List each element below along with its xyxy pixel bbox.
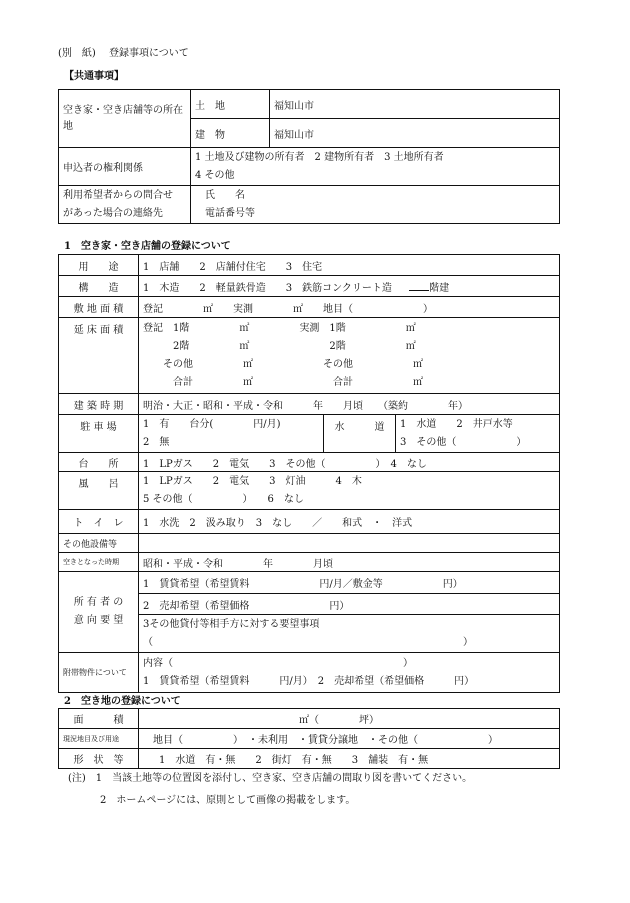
annex-line-1: 内容（ ） [143,657,413,669]
bath-line-2: 5 その他（ ） 6 なし [143,493,304,505]
contact-label-line-1: 利用希望者からの問合せ [63,189,173,201]
note-1: (注) 1 当該土地等の位置図を添付し、空き家、空き店舗の間取り図を書いてください。 [68,773,473,784]
location-label: 空き家・空き店舗等の所在地 [59,90,191,148]
parking-label: 駐 車 場 [59,415,139,453]
area-label: 面 積 [59,709,139,729]
common-table [58,89,560,224]
annex-label: 附帯物件について [59,653,139,693]
rights-options[interactable] [191,148,560,186]
shape-label: 形 状 等 [59,749,139,769]
other-equipment-value[interactable] [139,534,560,553]
floor-area-line: 合計 ㎡ 合計 ㎡ [143,376,423,388]
current-use-label: 現況地目及び用途 [59,729,139,749]
current-use-value[interactable]: 地目（ ） ・未利用 ・賃貸分譲地 ・その他（ ） [139,729,560,749]
parking-line-1: 1 有 台分( 円/月) [143,418,281,430]
water-line-1: 1 水道 2 井戸水等 [400,418,513,430]
use-value[interactable]: 1 店舗 2 店舗付住宅 3 住宅 [139,255,560,276]
contact-label [59,186,191,224]
built-value[interactable]: 明治・大正・昭和・平成・令和 年 月頃 （築約 年） [139,394,560,415]
floors-suffix: 階建 [429,282,450,294]
toilet-value[interactable]: 1 水洗 2 汲み取り 3 なし ／ 和式 ・ 洋式 [139,510,560,534]
land-label: 土 地 [191,90,270,119]
common-heading: 【共通事項】 [64,71,124,82]
other-equipment-label: その他設備等 [59,534,139,553]
land-value[interactable]: 福知山市 [270,90,560,119]
area-value[interactable]: ㎡（ 坪） [139,709,560,729]
water-label: 水 道 [324,415,396,453]
annex-value[interactable] [139,653,560,693]
doc-title: (別 紙) 登録事項について [58,48,189,59]
section1-table [58,254,560,693]
building-value[interactable]: 福知山市 [270,119,560,148]
note-2: 2 ホームページには、原則として画像の掲載をします。 [100,795,356,806]
owner-wish-rent[interactable]: 1 賃貸希望（希望賃料 円/月／敷金等 円） [139,572,560,594]
bath-line-1: 1 LPガス 2 電気 3 灯油 4 木 [143,475,362,487]
bath-value[interactable] [139,472,560,510]
use-label: 用 途 [59,255,139,276]
contact-name-field[interactable]: 氏 名 [205,189,245,201]
water-line-2: 3 その他（ ） [400,436,527,448]
parking-value[interactable] [139,415,324,453]
owner-wish-sale[interactable]: 2 売却希望（希望価格 円） [139,594,560,615]
owner-wish-other-line-1: 3その他貸付等相手方に対する要望事項 [143,618,320,630]
floors-blank[interactable] [409,290,429,291]
floor-area-line: その他 ㎡ その他 ㎡ [143,358,423,370]
built-label: 建 築 時 期 [59,394,139,415]
building-label: 建 物 [191,119,270,148]
owner-wish-other[interactable] [139,615,560,653]
rights-line-1: 1 土地及び建物の所有者 2 建物所有者 3 土地所有者 [195,151,444,163]
kitchen-label: 台 所 [59,453,139,472]
contact-phone-field[interactable]: 電話番号等 [205,207,255,219]
owner-wish-label-line-2: 意 向 要 望 [73,615,124,626]
vacant-since-value[interactable]: 昭和・平成・令和 年 月頃 [139,553,560,572]
rights-line-2: 4 その他 [195,169,235,181]
owner-wish-other-line-2: （ ） [143,636,473,648]
floor-area-line: 登記 1階 ㎡ 実測 1階 ㎡ [143,322,416,334]
parking-line-2: 2 無 [143,436,170,448]
shape-value[interactable]: 1 水道 有・無 2 街灯 有・無 3 舗装 有・無 [139,749,560,769]
section1-heading: 1 空き家・空き店舗の登録について [64,241,231,252]
structure-options: 1 木造 2 軽量鉄骨造 3 鉄筋コンクリート造 [143,282,392,294]
rights-label: 申込者の権利関係 [59,148,191,186]
section2-table [58,708,560,769]
structure-label: 構 造 [59,276,139,297]
site-area-value[interactable]: 登記 ㎡ 実測 ㎡ 地目（ ） [139,297,560,318]
contact-label-line-2: があった場合の連絡先 [63,207,163,219]
floor-area-label: 延 床 面 積 [59,318,139,394]
section2-heading: 2 空き地の登録について [64,696,181,707]
contact-fields[interactable] [191,186,560,224]
floor-area-line: 2階 ㎡ 2階 ㎡ [143,340,416,352]
owner-wish-label-line-1: 所 有 者 の [73,597,124,608]
kitchen-value[interactable]: 1 LPガス 2 電気 3 その他（ ） 4 なし [139,453,560,472]
annex-line-2: 1 賃貸希望（希望賃料 円/月） 2 売却希望（希望価格 円） [143,675,475,687]
water-value[interactable] [396,415,560,453]
site-area-label: 敷 地 面 積 [59,297,139,318]
structure-value[interactable] [139,276,560,297]
vacant-since-label: 空きとなった時期 [59,553,139,572]
bath-label: 風 呂 [59,472,139,510]
owner-wish-label [59,572,139,653]
floor-area-value[interactable] [139,318,560,394]
toilet-label: ト イ レ [59,510,139,534]
